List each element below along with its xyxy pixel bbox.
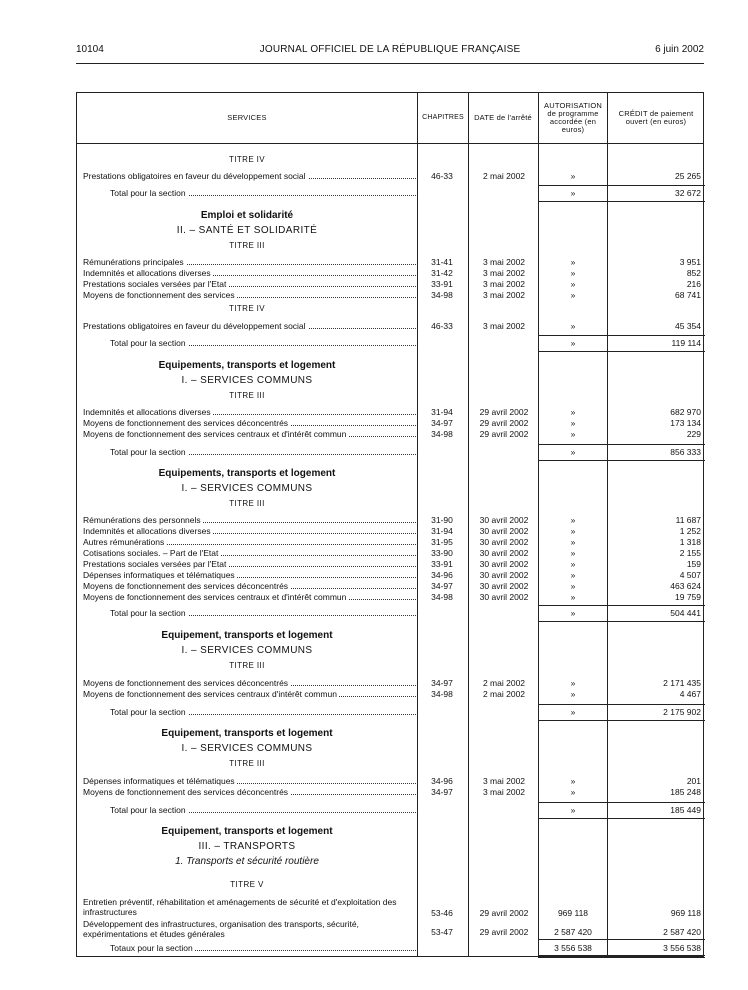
titre-heading: TITRE IV: [228, 304, 266, 313]
table-row: Indemnités et allocations diverses 31-42 3 mai 2002 » 852: [83, 268, 701, 278]
total-row: Total pour la section » 856 333: [110, 447, 701, 457]
total-row: Total pour la section » 119 114: [110, 338, 701, 348]
table-row: Dépenses informatiques et télématiques 34-96 30 avril 2002 » 4 507: [83, 570, 701, 580]
table-row: Dépenses informatiques et télématiques 34-96 3 mai 2002 » 201: [83, 776, 701, 786]
table-row: Moyens de fonctionnement des services déconcentrés 34-97 3 mai 2002 » 185 248: [83, 787, 701, 797]
total-row: Total pour la section » 2 175 902: [110, 707, 701, 717]
section-heading: I. – SERVICES COMMUNS: [181, 483, 313, 494]
header-separator: [77, 143, 703, 144]
titre-heading: TITRE III: [229, 241, 265, 250]
ministry-heading: Equipement, transports et logement: [161, 728, 333, 739]
titre-heading: TITRE III: [229, 661, 265, 670]
table-row: Moyens de fonctionnement des services centraux et d'intérêt commun 34-98 29 avril 2002 » 229: [83, 429, 701, 439]
total-row: Total pour la section » 32 672: [110, 188, 701, 198]
table-row: Rémunérations principales 31-41 3 mai 2002 » 3 951: [83, 257, 701, 267]
table-row: Prestations sociales versées par l'Etat 33-91 30 avril 2002 » 159: [83, 559, 701, 569]
section-heading: II. – SANTÉ ET SOLIDARITÉ: [176, 225, 318, 236]
section-heading: I. – SERVICES COMMUNS: [181, 645, 313, 656]
table-row: Indemnités et allocations diverses 31-94 30 avril 2002 » 1 252: [83, 526, 701, 536]
total-row: Totaux pour la section 3 556 538 3 556 538: [110, 943, 701, 953]
total-row: Total pour la section » 185 449: [110, 805, 701, 815]
ministry-heading: Equipements, transports et logement: [158, 468, 336, 479]
titre-heading: TITRE III: [229, 759, 265, 768]
table-row: Indemnités et allocations diverses 31-94 29 avril 2002 » 682 970: [83, 407, 701, 417]
journal-title: JOURNAL OFFICIEL DE LA RÉPUBLIQUE FRANÇAISE: [259, 44, 521, 55]
table-row: Développement des infrastructures, organisation des transports, sécurité, expérimentations et études générales 53-47 29 avril 2002 2 587 420 2 587 420: [83, 919, 701, 939]
header-rule: [76, 63, 704, 64]
ministry-heading: Equipement, transports et logement: [161, 826, 333, 837]
ministry-heading: Emploi et solidarité: [200, 210, 294, 221]
table-row: Autres rémunérations 31-95 30 avril 2002 » 1 318: [83, 537, 701, 547]
section-heading: I. – SERVICES COMMUNS: [181, 743, 313, 754]
table-row: Moyens de fonctionnement des services déconcentrés 34-97 2 mai 2002 » 2 171 435: [83, 678, 701, 688]
section-heading: III. – TRANSPORTS: [198, 841, 296, 852]
ministry-heading: Equipements, transports et logement: [158, 360, 336, 371]
titre-heading: TITRE V: [230, 880, 264, 889]
table-row: Moyens de fonctionnement des services centraux et d'intérêt commun 34-98 30 avril 2002 » 19 759: [83, 592, 701, 602]
table-row: Moyens de fonctionnement des services déconcentrés 34-97 29 avril 2002 » 173 134: [83, 418, 701, 428]
column-header-services: SERVICES: [227, 113, 267, 122]
table-row: Prestations obligatoires en faveur du développement social 46-33 3 mai 2002 » 45 354: [83, 321, 701, 331]
table-row: Cotisations sociales. – Part de l'Etat 33-90 30 avril 2002 » 2 155: [83, 548, 701, 558]
page-number: 10104: [76, 44, 104, 55]
titre-heading: TITRE III: [229, 499, 265, 508]
page-header: [76, 44, 704, 60]
table-row: Entretien préventif, réhabilitation et aménagements de sécurité et d'exploitation des infrastructures 53-46 29 avril 2002 969 118 969 118: [83, 897, 701, 918]
budget-table: [76, 92, 704, 957]
table-row: Prestations sociales versées par l'Etat 33-91 3 mai 2002 » 216: [83, 279, 701, 289]
table-row: Moyens de fonctionnement des services centraux d'intérêt commun 34-98 2 mai 2002 » 4 467: [83, 689, 701, 699]
ministry-heading: Equipement, transports et logement: [161, 630, 333, 641]
table-row: Moyens de fonctionnement des services déconcentrés 34-97 30 avril 2002 » 463 624: [83, 581, 701, 591]
table-row: Prestations obligatoires en faveur du développement social 46-33 2 mai 2002 » 25 265: [83, 171, 701, 181]
titre-heading: TITRE III: [229, 391, 265, 400]
column-header-chapitres: CHAPITRES: [422, 114, 464, 121]
table-row: Rémunérations des personnels 31-90 30 avril 2002 » 11 687: [83, 515, 701, 525]
column-header-autorisation: AUTORISATION de programme accordée (en euros): [544, 101, 602, 134]
subsection-heading: 1. Transports et sécurité routière: [175, 856, 319, 867]
column-header-date: DATE de l'arrêté: [474, 113, 532, 122]
total-row: Total pour la section » 504 441: [110, 608, 701, 618]
titre-heading: TITRE IV: [228, 155, 266, 164]
publication-date: 6 juin 2002: [655, 44, 704, 55]
column-header-credit: CRÉDIT de paiement ouvert (en euros): [618, 109, 694, 126]
table-row: Moyens de fonctionnement des services 34-98 3 mai 2002 » 68 741: [83, 290, 701, 300]
section-heading: I. – SERVICES COMMUNS: [181, 375, 313, 386]
